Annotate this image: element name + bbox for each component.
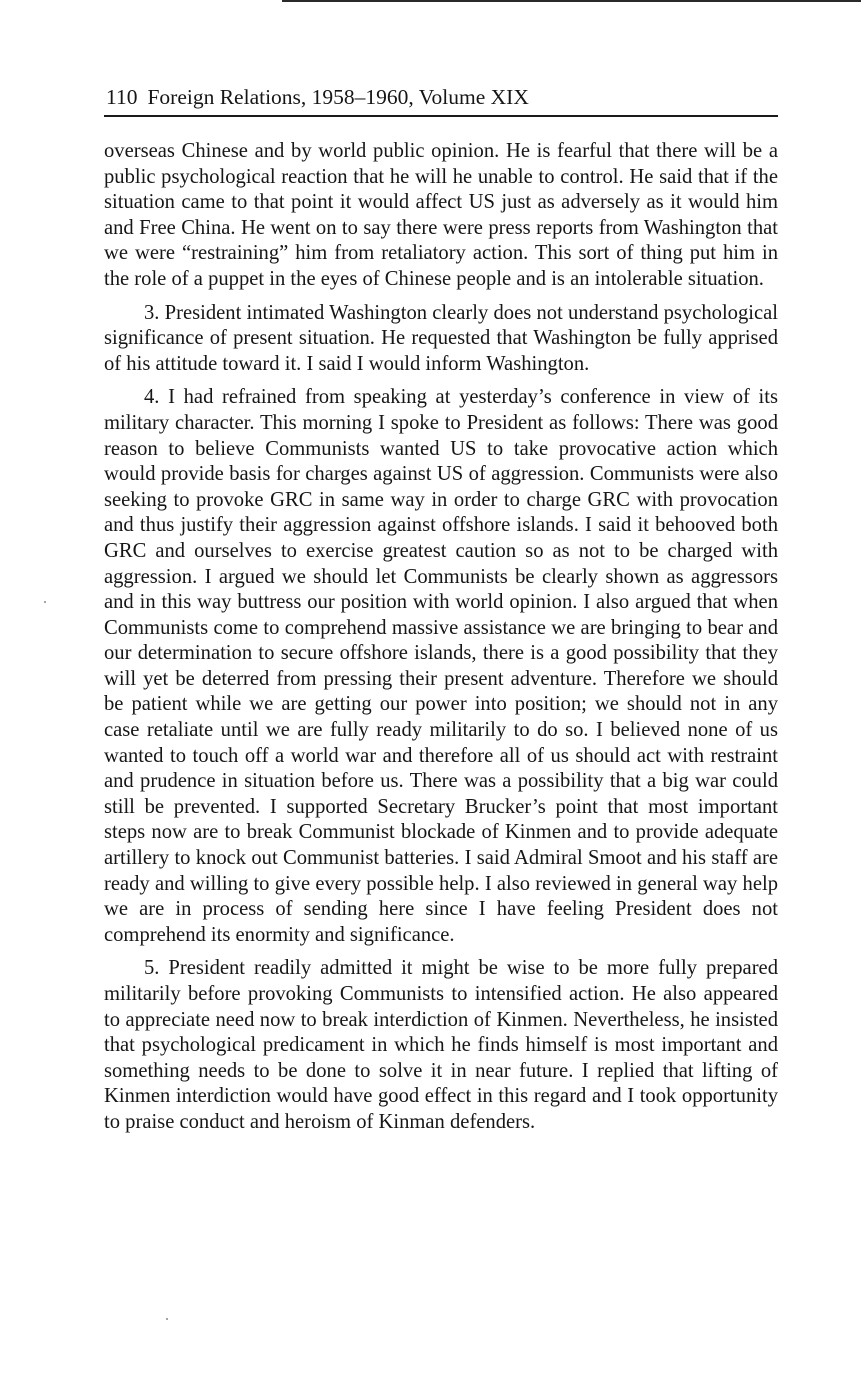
paragraph-continuation: overseas Chinese and by world public opinion. He is fearful that there will be a public psychological reaction that he will he unable to control. He said that if the situation came to that point it would affect US just as adversely as it would him and Free China. He went on to say there were press reports from Washington that we were “restraining” him from retaliatory action. This sort of thing put him in the role of a puppet in the eyes of Chinese people and is an intolerable situation.	[104, 140, 778, 290]
header-rule	[104, 115, 778, 117]
top-edge-rule	[282, 0, 861, 2]
paragraph-4: 4. I had refrained from speaking at yesterday’s conference in view of its military character. This morning I spoke to President as follows: There was good reason to believe Communists wanted US to take provocative action which would provide basis for charges against US of aggression. Communists were also seeking to provoke GRC in same way in order to charge GRC with provocation and thus justify their aggression against offshore islands. I said it behooved both GRC and ourselves to exercise greatest caution so as not to be charged with aggression. I argued we should let Communists be clearly shown as aggressors and in this way buttress our position with world opinion. I also argued that when Communists come to comprehend massive assistance we are bringing to bear and our determination to secure offshore islands, there is a good possibility that they will yet be deterred from pressing their present adventure. Therefore we should be patient while we are getting our power into position; we should not in any case retaliate until we are fully ready militarily to do so. I believed none of us wanted to touch off a world war and therefore all of us should act with restraint and prudence in situation before us. There was a possibility that a big war could still be prevented. I supported Secretary Brucker’s point that most important steps now are to break Communist blockade of Kinmen and to provide adequate artillery to knock out Communist batteries. I said Admiral Smoot and his staff are ready and willing to give every possible help. I also reviewed in general way help we are in process of sending here since I have feeling President does not comprehend its enormity and significance.	[104, 386, 778, 946]
paragraph-5: 5. President readily admitted it might be wise to be more fully prepared militarily before provoking Communists to intensified action. He also appeared to appreciate need now to break interdiction of Kinmen. Nevertheless, he insisted that psychological predicament in which he finds himself is most important and something needs to be done to solve it in near future. I replied that lifting of Kinmen interdiction would have good effect in this regard and I took opportunity to praise conduct and heroism of Kinman defenders.	[104, 957, 778, 1133]
page-number: 110	[106, 85, 138, 109]
scan-speck	[44, 601, 46, 603]
running-header	[106, 82, 778, 112]
scan-speck	[166, 1318, 168, 1320]
paragraph-3: 3. President intimated Washington clearly does not understand psychological significance of present situation. He requested that Washington be fully apprised of his attitude toward it. I said I would inform Washington.	[104, 301, 778, 375]
running-title: Foreign Relations, 1958–1960, Volume XIX	[147, 85, 529, 109]
body-text	[104, 139, 778, 1144]
